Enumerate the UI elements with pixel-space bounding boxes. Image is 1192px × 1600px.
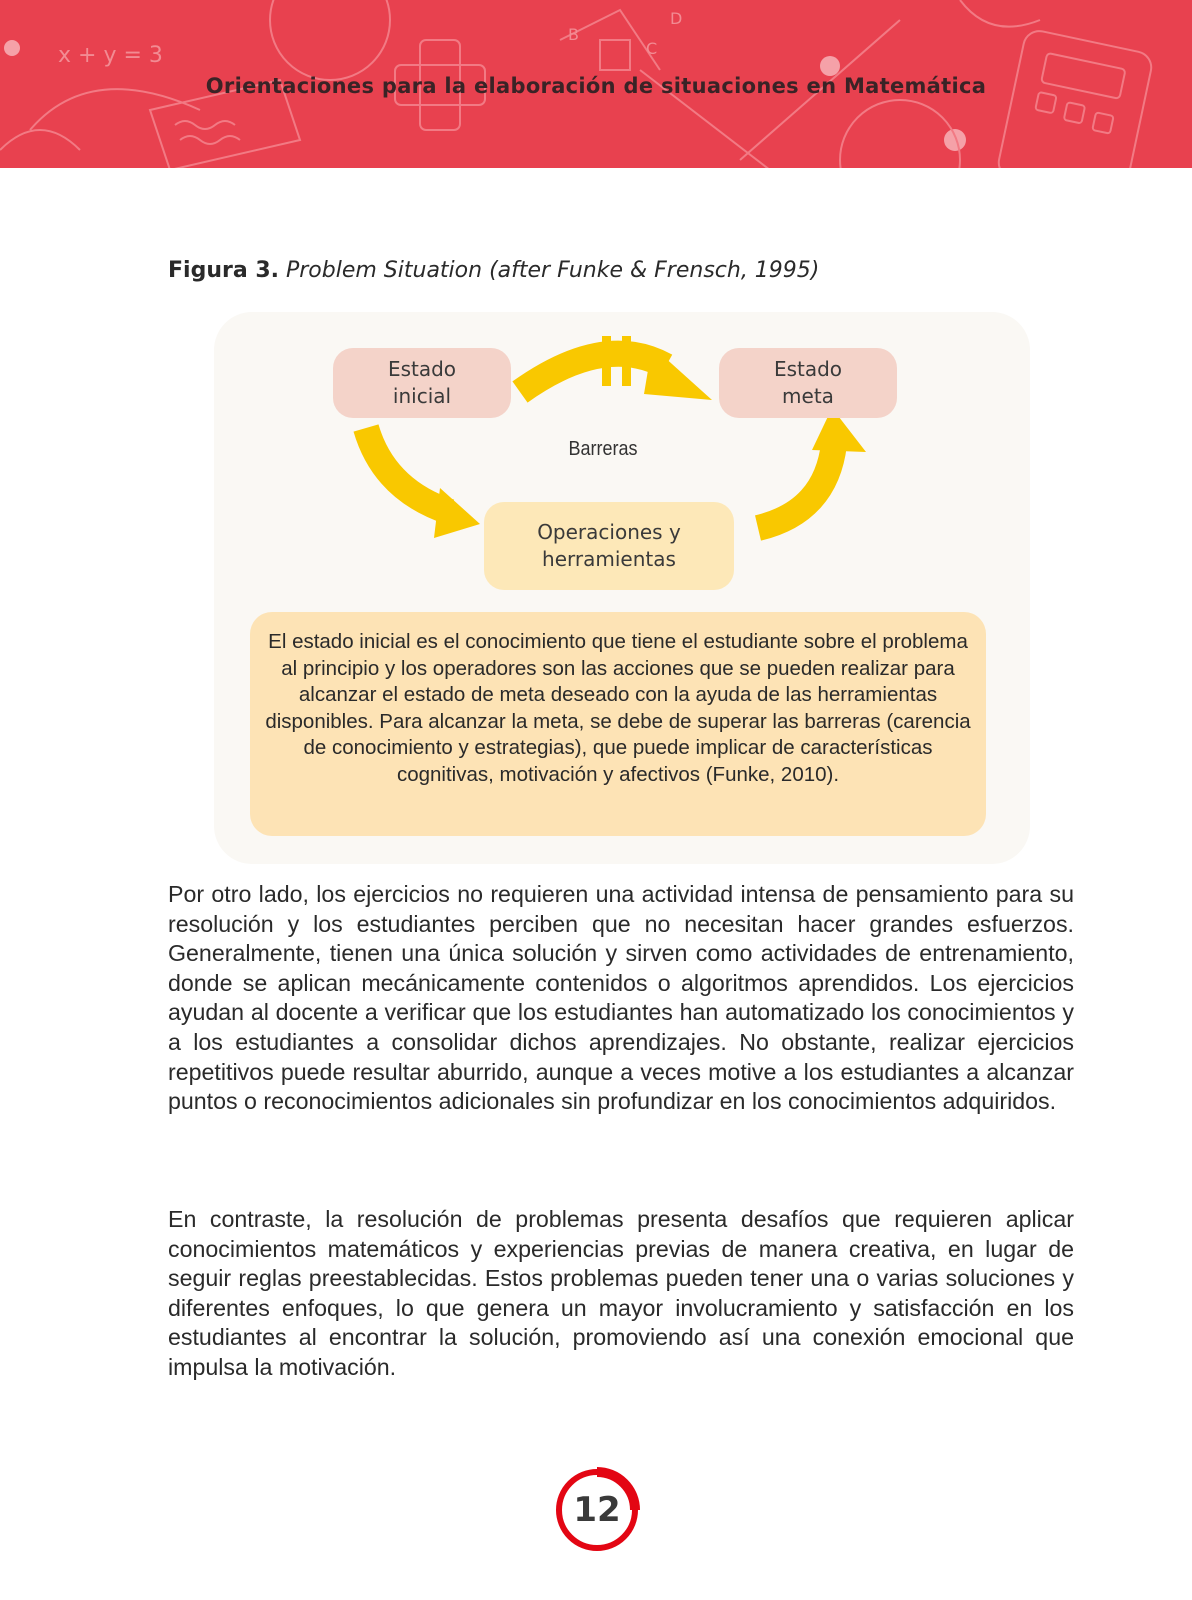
figure-note-box xyxy=(250,612,986,836)
node-goal-line-1: Estado xyxy=(773,357,843,381)
node-initial-state xyxy=(333,348,511,418)
node-goal-line-2: meta xyxy=(782,384,834,408)
svg-text:x + y = 3: x + y = 3 xyxy=(58,43,163,68)
node-operations-line-1: Operaciones y xyxy=(537,520,681,544)
body-paragraph-2: En contraste, la resolución de problemas presenta desafíos que requieren aplicar conocimientos matemáticos y experiencias previas de manera creativa, en lugar de seguir reglas preestablecidas. Estos problemas pueden tener una o varias soluciones y diferentes enfoques, lo que genera un mayor involucramiento y satisfacción en los estudiantes al encontrar la solución, promoviendo así una conexión emocional que impulsa la motivación. xyxy=(168,1206,1074,1380)
arrow-initial-to-operations xyxy=(366,428,480,538)
node-initial-line-1: Estado xyxy=(387,357,457,381)
node-operations-tools xyxy=(484,502,734,590)
figure-note-text: El estado inicial es el conocimiento que tiene el estudiante sobre el problema al principio y los operadores son las acciones que se pueden realizar para alcanzar el estado de meta deseado con la ayuda de las herramientas disponibles. Para alcanzar la meta, se debe de superar las barreras (carencia de conocimiento y estrategias), que puede implicar de características cognitivas, motivación y afectivos (Funke, 2010). xyxy=(265,630,971,786)
svg-text:B: B xyxy=(568,25,579,44)
node-initial-line-2: inicial xyxy=(392,384,452,408)
arrow-operations-to-goal xyxy=(758,408,866,528)
arrow-initial-to-goal xyxy=(520,346,712,400)
svg-text:C: C xyxy=(646,39,658,58)
running-header-title: Orientaciones para la elaboración de situaciones en Matemática xyxy=(205,74,987,98)
node-operations-line-2: herramientas xyxy=(542,547,676,571)
page-number-badge xyxy=(553,1466,641,1554)
page-number: 12 xyxy=(573,1490,621,1530)
figure-title: Problem Situation (after Funke & Frensch, 1995) xyxy=(286,258,820,283)
node-goal-state xyxy=(719,348,897,418)
header-band xyxy=(0,0,1192,168)
figure-label: Figura 3. xyxy=(168,258,279,283)
figure-caption xyxy=(168,258,819,283)
body-paragraph-1: Por otro lado, los ejercicios no requieren una actividad intensa de pensamiento para su resolución y los estudiantes perciben que no necesitan hacer grandes esfuerzos. Generalmente, tienen una única solución y sirven como actividades de entrenamiento, donde se aplican mecánicamente contenidos o algoritmos aprendidos. Los ejercicios ayudan al docente a verificar que los estudiantes han automatizado los conocimientos y a los estudiantes a consolidar dichos aprendizajes. No obstante, realizar ejercicios repetitivos puede resultar aburrido, aunque a veces motive a los estudiantes a alcanzar puntos o reconocimientos adicionales sin profundizar en los conocimientos adquiridos. xyxy=(168,881,1074,1115)
svg-text:D: D xyxy=(670,9,683,28)
barrier-label: Barreras xyxy=(568,438,638,460)
